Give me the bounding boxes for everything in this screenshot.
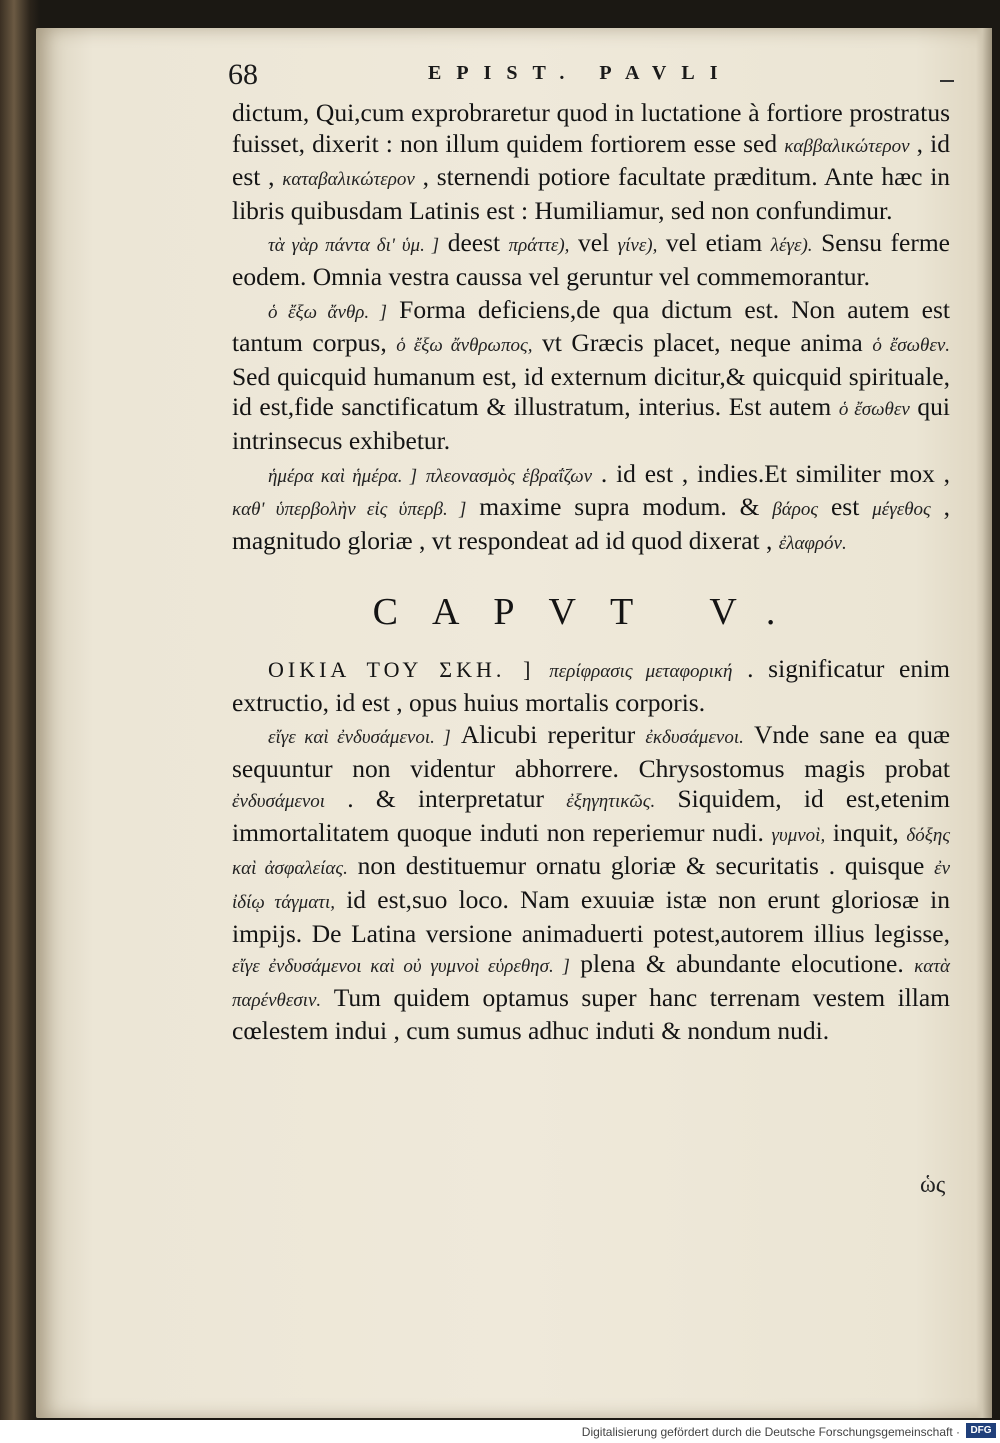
text-run: plena & abundante elocutione.	[580, 949, 904, 979]
catchword: ὡς	[920, 1172, 946, 1198]
greek-lemma: τὰ γὰρ πάντα δι' ὑμ. ]	[268, 235, 440, 257]
funding-notice: Digitalisierung gefördert durch die Deutsche Forschungsgemeinschaft ·	[581, 1425, 960, 1439]
greek-term: περίφρασις μεταφορική	[549, 660, 733, 682]
text-run: Alicubi reperitur	[460, 720, 636, 750]
digitization-footer	[0, 1420, 1000, 1443]
text-run: . significatur enim extructio, id est , opus huius mortalis corporis.	[232, 653, 951, 717]
text-run: non destituemur ornatu gloriæ & securitatis . quisque	[357, 851, 925, 881]
greek-lemma: ΟΙΚΙΑ ΤΟΥ ΣΚΗ. ]	[268, 656, 535, 682]
text-run: Vnde sane ea quæ sequuntur non videntur abhorrere. Chrysostomus magis probat	[232, 720, 950, 783]
text-run: vel	[577, 228, 610, 258]
text-run: . id est , indies.Et similiter mox ,	[600, 458, 951, 488]
greek-term: ἐνδυσάμενοι	[232, 791, 326, 813]
paragraph	[232, 98, 950, 226]
greek-term: μέγεθος	[872, 499, 931, 521]
margin-mark	[940, 80, 954, 82]
greek-term: ἐλαφρόν.	[778, 532, 847, 554]
text-run: est	[830, 492, 860, 522]
greek-term: καταβαλικώτερον	[282, 169, 415, 191]
text-run: Forma deficiens,de qua dictum est. Non autem est tantum corpus,	[232, 294, 950, 358]
paragraph	[232, 720, 950, 1047]
greek-term: γίνε),	[617, 235, 658, 257]
greek-term: ἐξηγητικῶς.	[566, 791, 656, 813]
greek-term: δόξης καὶ ἀσφαλείας.	[232, 824, 951, 880]
text-run: vel etiam	[665, 228, 763, 258]
text-run: , id est ,	[232, 128, 951, 192]
greek-term: ὁ ἔσωθεν	[838, 399, 910, 421]
greek-term: γυμνοὶ,	[771, 824, 826, 846]
text-run: . & interpretatur	[347, 784, 544, 814]
greek-lemma: ὁ ἔξω ἄνθρ. ]	[268, 301, 388, 323]
page-text	[232, 98, 950, 1047]
greek-lemma: εἴγε ἐνδυσάμενοι καὶ οὐ γυμνοὶ εὑρεθησ. ]	[232, 956, 570, 978]
text-run: qui intrinsecus exhibetur.	[232, 392, 951, 455]
greek-term: ὁ ἔσωθεν.	[872, 335, 951, 357]
text-run: Sensu ferme eodem. Omnia vestra caussa vel geruntur vel commemorantur.	[232, 228, 951, 291]
text-run: , sternendi potiore facultate præditum. Ante hæc in libris quibusdam Latinis est : Humiliamur, sed non confundimur.	[232, 162, 951, 225]
greek-term: πράττε),	[508, 235, 570, 257]
text-run: Sed quicquid humanum est, id externum dicitur,& quicquid spirituale, id est,fide sanctificatum & illustratum, interius. Est autem	[232, 361, 950, 422]
running-title: EPIST. PAVLI	[428, 62, 733, 84]
greek-lemma: εἴγε καὶ ἐνδυσάμενοι. ]	[268, 727, 451, 749]
paragraph	[232, 654, 950, 718]
greek-lemma: καθ' ὑπερβολὴν εἰς ὑπερβ. ]	[232, 499, 467, 521]
page-edge	[976, 28, 992, 1418]
text-run: inquit,	[832, 817, 899, 847]
text-run: Siquidem, id est,etenim immortalitatem quoque induti non reperiemur nudi.	[232, 784, 951, 847]
greek-term: ὁ ἔξω ἄνθρωπος,	[396, 335, 533, 357]
greek-term: πλεονασμὸς ἑβραΐζων	[425, 465, 593, 487]
page-number: 68	[228, 58, 258, 91]
text-run: Tum quidem optamus super hanc terrenam vestem illam cœlestem indui , cum sumus adhuc induti & nondum nudi.	[232, 982, 951, 1046]
paragraph	[232, 459, 950, 560]
text-run: deest	[447, 228, 501, 258]
greek-term: κατὰ παρένθεσιν.	[232, 956, 951, 1011]
chapter-heading: CAPVT V.	[372, 591, 810, 634]
dfg-logo[interactable]: DFG	[966, 1423, 996, 1438]
greek-term: καββαλικώτερον	[784, 135, 910, 157]
greek-term: ἐκδυσάμενοι.	[645, 727, 744, 749]
greek-term: ἐν ἰδίῳ τάγματι,	[232, 858, 951, 914]
paragraph	[232, 228, 950, 292]
text-run: id est,suo loco. Nam exuuiæ istæ non erunt gloriosæ in impijs. De Latina versione animaduerti potest,autorem illius legisse,	[232, 885, 951, 948]
text-run: , magnitudo gloriæ , vt respondeat ad id quod dixerat ,	[232, 492, 951, 555]
text-run: vt Græcis placet, neque anima	[542, 328, 863, 358]
text-run: dictum, Qui,cum exprobraretur quod in luctatione à fortiore prostratus fuisset, dixerit : non illum quidem fortiorem esse sed	[232, 98, 950, 158]
greek-lemma: ἡμέρα καὶ ἡμέρα. ]	[268, 465, 418, 487]
text-run: maxime supra modum. &	[479, 492, 760, 522]
greek-term: βάρος	[772, 499, 819, 521]
paragraph	[232, 295, 950, 457]
greek-term: λέγε).	[770, 235, 813, 257]
